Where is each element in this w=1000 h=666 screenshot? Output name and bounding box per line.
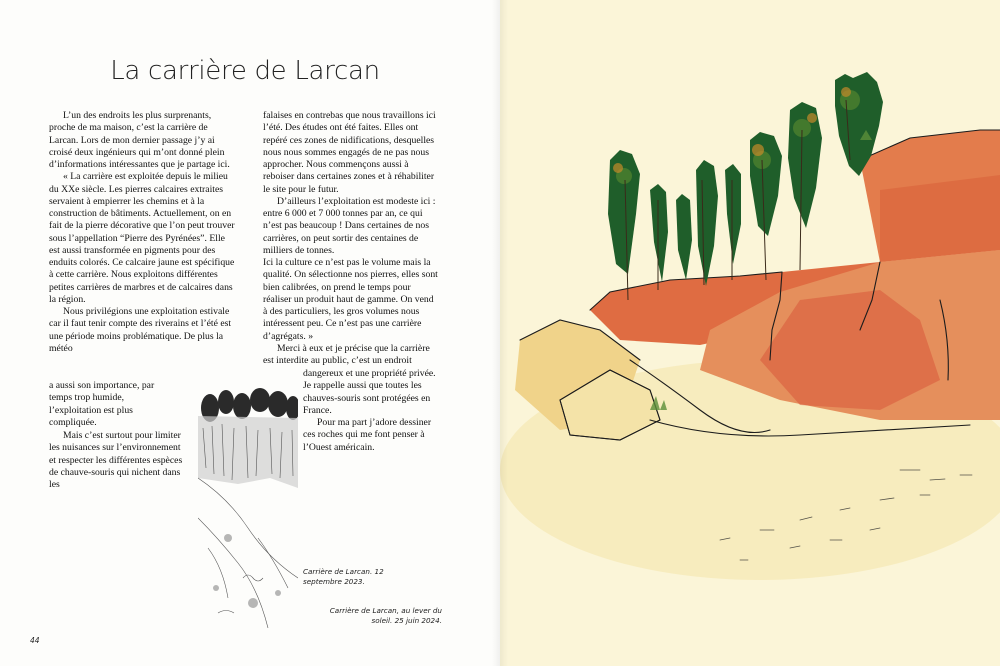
paragraph: falaises en contrebas que nous travaillons ici l’été. Des études ont été faites. Elles ont repéré ces zones de nidifications, desquelles nous nous sommes engagés de ne pas nous approcher. Nous commençons aussi à reboiser dans certaines zones et à réhabiliter le site pour le futur. bbox=[263, 110, 436, 195]
paragraph: « La carrière est exploitée depuis le milieu du XXe siècle. Les pierres calcaires extraites servaient à empierrer les chemins et à la construction de bâtiments. Actuellement, on en fait de la pierre décorative que l’on peut trouver sous l’appellation “Pierre des Pyrénées”. Elle est aussi transformée en pigments pour des enduits colorés. Ce calcaire jaune est spécifique à cette carrière. Nous exploitons différentes petites carrières de marbres et de calcaires dans la région. bbox=[49, 171, 235, 305]
text-column-2 bbox=[263, 110, 439, 367]
paragraph: L’un des endroits les plus surprenants, proche de ma maison, c’est la carrière de Larcan. Lors de mon dernier passage j’y ai croisé deux ingénieurs qui m’ont donné plein d’informations intéressantes que je partage ici. bbox=[49, 110, 230, 170]
paragraph: Je rappelle aussi que toutes les chauves-souris sont protégées en France. bbox=[303, 380, 431, 416]
page-title: La carrière de Larcan bbox=[110, 56, 380, 86]
paragraph: Ici la culture ce n’est pas le volume mais la qualité. On sélectionne nos pierres, elles sont bien calibrées, on prend le temps pour réaliser un produit haut de gamme. On vend à des particuliers, les gros volumes nous intéressent peu. Ce n’est pas une carrière d’agrégats. » bbox=[263, 257, 438, 342]
page-number: 44 bbox=[30, 636, 40, 645]
text-column-1 bbox=[49, 110, 237, 355]
text-column-1-continued bbox=[49, 380, 167, 429]
paragraph: D’ailleurs l’exploitation est modeste ici : entre 6 000 et 7 000 tonnes par an, ce qui n’est pas beaucoup ! Dans certaines de nos carrières, on peut sortir des centaines de milliers de tonnes. bbox=[263, 195, 436, 256]
paragraph: Nous privilégions une exploitation estivale car il faut tenir compte des riverains et l’été est une période moins problématique. De plus la météo bbox=[49, 306, 232, 354]
paragraph: Merci à eux et je précise que la carrière est interdite au public, c’est un endroit bbox=[263, 342, 430, 366]
right-page bbox=[500, 0, 1000, 666]
painting-caption: Carrière de Larcan, au lever du soleil. 25 juin 2024. bbox=[329, 606, 442, 625]
paragraph: a aussi son importance, par temps trop humide, l’exploitation est plus compliquée. bbox=[49, 380, 155, 428]
quarry-pencil-sketch bbox=[198, 388, 298, 628]
quarry-watercolor-painting bbox=[500, 0, 1000, 666]
paragraph: dangereux et une propriété privée. bbox=[303, 368, 436, 379]
text-column-2-continued bbox=[303, 368, 439, 454]
sketch-caption: Carrière de Larcan. 12 septembre 2023. bbox=[303, 567, 384, 586]
book-gutter bbox=[492, 0, 508, 666]
paragraph: Pour ma part j’adore dessiner ces roches qui me font penser à l’Ouest américain. bbox=[303, 417, 432, 453]
text-column-1-end bbox=[49, 430, 189, 491]
paragraph: Mais c’est surtout pour limiter les nuisances sur l’environnement et respecter les différentes espèces de chauve-souris qui nichent dans les bbox=[49, 430, 183, 490]
